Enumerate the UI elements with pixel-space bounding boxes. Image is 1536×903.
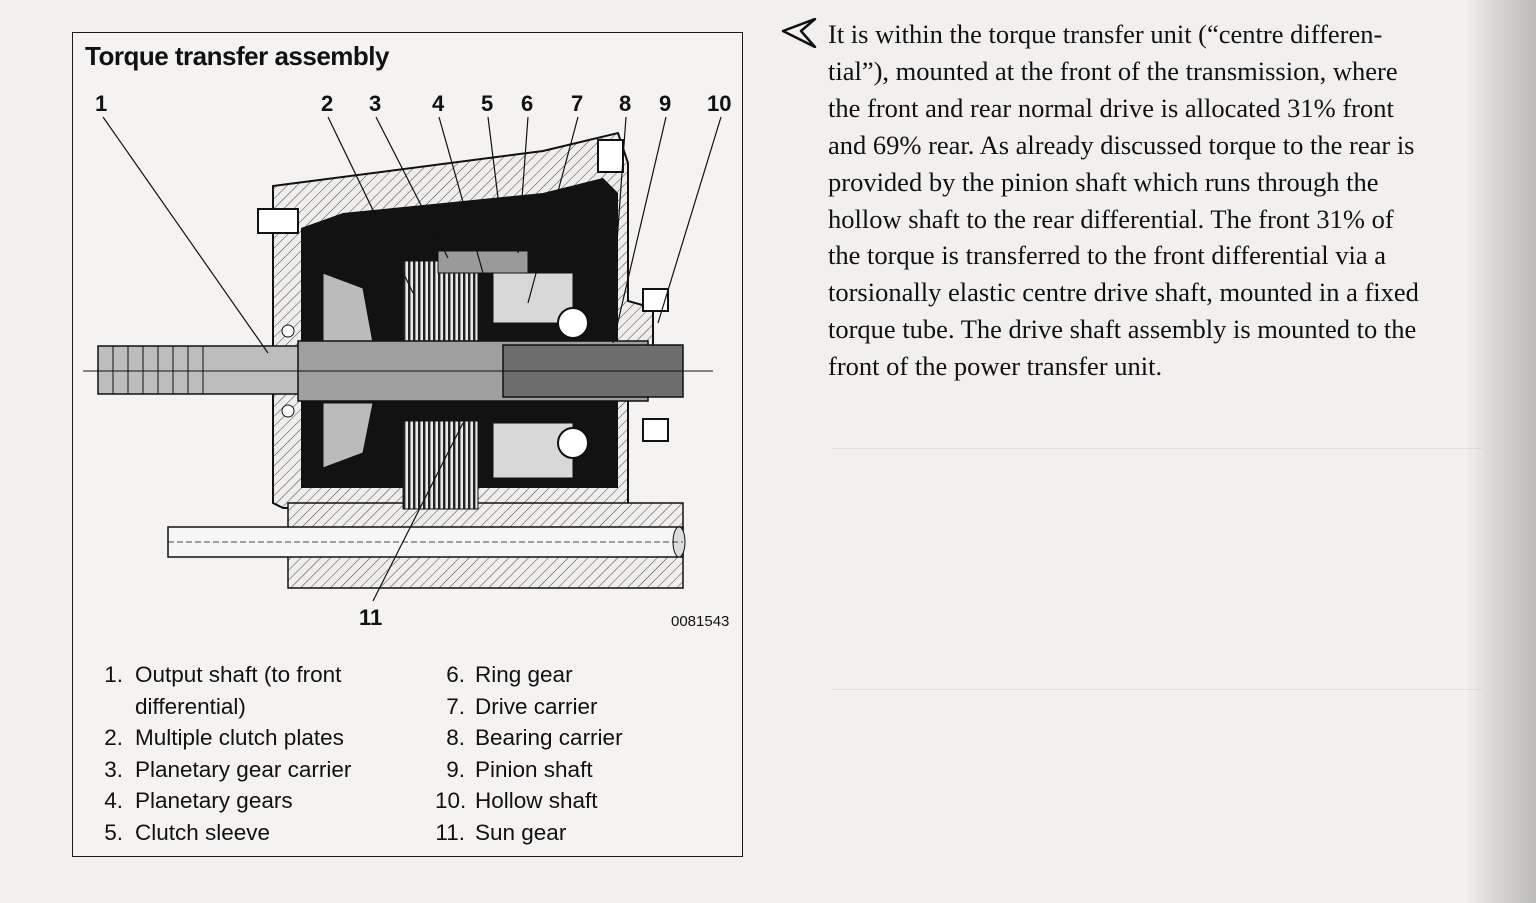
text-line: torque tube. The drive shaft assembly is mounted to the bbox=[828, 314, 1417, 345]
torque-transfer-diagram bbox=[73, 33, 744, 633]
legend-item: 2. Multiple clutch plates bbox=[104, 725, 344, 750]
callout-10: 10 bbox=[707, 91, 732, 116]
text-line: It is within the torque transfer unit (“centre differen- bbox=[828, 19, 1383, 49]
faded-back-page-table bbox=[832, 448, 1482, 690]
text-line: provided by the pinion shaft which runs through the bbox=[828, 166, 1379, 197]
callout-5: 5 bbox=[481, 91, 494, 116]
pointer-arrow-icon bbox=[781, 18, 817, 48]
callout-1: 1 bbox=[95, 91, 108, 116]
legend-item: 5. Clutch sleeve bbox=[104, 819, 271, 845]
callout-2: 2 bbox=[321, 91, 334, 116]
figure-panel bbox=[72, 32, 743, 857]
legend-right bbox=[435, 659, 735, 848]
text-line: the torque is transferred to the front differential via a bbox=[828, 240, 1387, 271]
callout-4: 4 bbox=[432, 91, 445, 116]
text-line: torsionally elastic centre drive shaft, mounted in a fixed bbox=[828, 277, 1419, 308]
text-line: the front and rear normal drive is allocated 31% front bbox=[828, 92, 1394, 123]
legend-item: 1. Output shaft (to front differential) bbox=[104, 662, 342, 719]
callout-7: 7 bbox=[571, 91, 584, 116]
text-line: tial”), mounted at the front of the transmission, where bbox=[828, 55, 1398, 86]
legend-item: 10. Hollow shaft bbox=[435, 788, 598, 813]
body-paragraph bbox=[828, 16, 1488, 385]
callout-8: 8 bbox=[619, 91, 632, 116]
callout-11: 11 bbox=[359, 605, 383, 630]
text-line: front of the power transfer unit. bbox=[828, 351, 1163, 382]
callout-9: 9 bbox=[659, 91, 672, 116]
legend-item: 8. Bearing carrier bbox=[446, 725, 623, 750]
legend-left bbox=[85, 659, 415, 848]
callout-3: 3 bbox=[369, 91, 382, 116]
legend-item: 11. Sun gear bbox=[435, 819, 567, 845]
callout-6: 6 bbox=[521, 91, 534, 116]
text-line: and 69% rear. As already discussed torque to the rear is bbox=[828, 129, 1415, 160]
text-line: hollow shaft to the rear differential. The front 31% of bbox=[828, 203, 1394, 234]
legend-item: 9. Pinion shaft bbox=[446, 756, 593, 782]
legend-item: 7. Drive carrier bbox=[446, 693, 598, 719]
legend-item: 4. Planetary gears bbox=[104, 788, 293, 813]
figure-code: 0081543 bbox=[671, 613, 730, 630]
figure-title: Torque transfer assembly bbox=[85, 41, 389, 71]
legend-item: 3. Planetary gear carrier bbox=[104, 756, 352, 782]
legend-item: 6. Ring gear bbox=[446, 662, 573, 687]
